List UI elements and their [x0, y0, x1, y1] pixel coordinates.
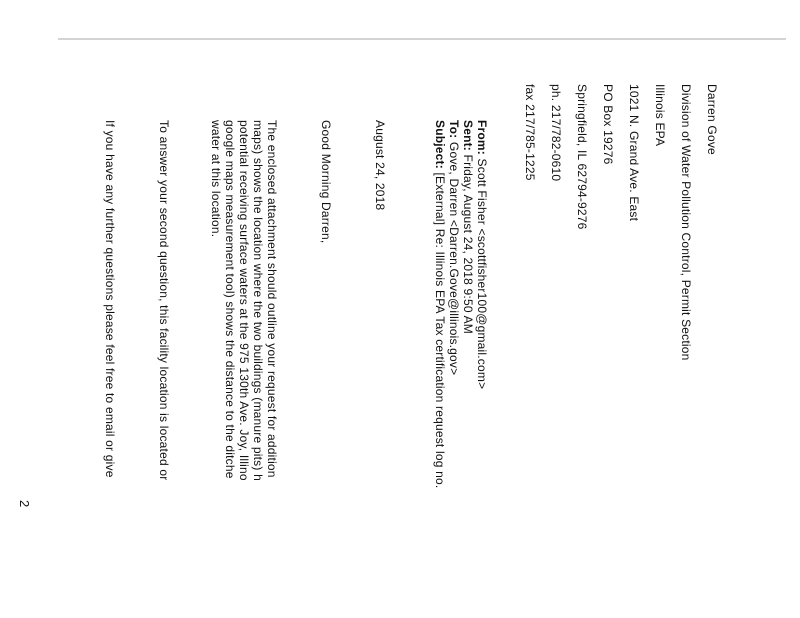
email-sent-line [461, 120, 475, 334]
body-paragraph-2: To answer your second question, this facility location is located or [157, 120, 171, 481]
letter-greeting: Good Morning Darren, [319, 120, 333, 244]
body-paragraph-1-line-5: water at this location. [209, 120, 223, 238]
email-subject-label: Subject: [433, 120, 447, 169]
letterhead-division: Division of Water Pollution Control, Permit Section [679, 84, 693, 361]
body-paragraph-3: If you have any further questions please feel free to email or give [103, 120, 117, 478]
email-to-line [447, 120, 461, 375]
email-from-label: From: [475, 120, 489, 155]
body-paragraph-1-line-1: The enclosed attachment should outline your request for addition [265, 120, 279, 478]
letterhead-phone: ph. 217/782-0610 [549, 84, 563, 182]
body-paragraph-1-line-2: maps) shows the location where the two buildings (manure pits) h [251, 120, 265, 481]
email-subject-line [433, 120, 447, 488]
scan-edge-line [58, 38, 786, 40]
letter-date: August 24, 2018 [373, 120, 387, 211]
letterhead-street: 1021 N. Grand Ave. East [627, 84, 641, 222]
body-paragraph-1-line-3: potential receiving surface waters at the 975 130th Ave. Joy, Illino [237, 120, 251, 481]
letterhead-fax: fax 217/785-1225 [523, 84, 537, 181]
email-sent-label: Sent: [461, 120, 475, 151]
email-to-value: Gove, Darren <Darren.Gove@illinois.gov> [447, 141, 461, 376]
page-number: 2 [17, 500, 32, 508]
email-from-line [475, 120, 489, 389]
email-sent-value: Friday, August 24, 2018 9:50 AM [461, 154, 475, 334]
letterhead-po-box: PO Box 19276 [601, 84, 615, 165]
email-from-value: Scott Fisher <scottfisher100@gmail.com> [475, 158, 489, 390]
letterhead-city: Springfield, IL 62794-9276 [575, 84, 589, 230]
email-to-label: To: [447, 120, 461, 139]
letterhead-agency: Illinois EPA [653, 84, 667, 147]
body-paragraph-1-line-4: google maps measurement tool) shows the distance to the ditche [223, 120, 237, 479]
letterhead-name: Darren Gove [705, 84, 719, 155]
email-subject-value: [External] Re: Illinois EPA Tax certification request log no. [433, 172, 447, 489]
